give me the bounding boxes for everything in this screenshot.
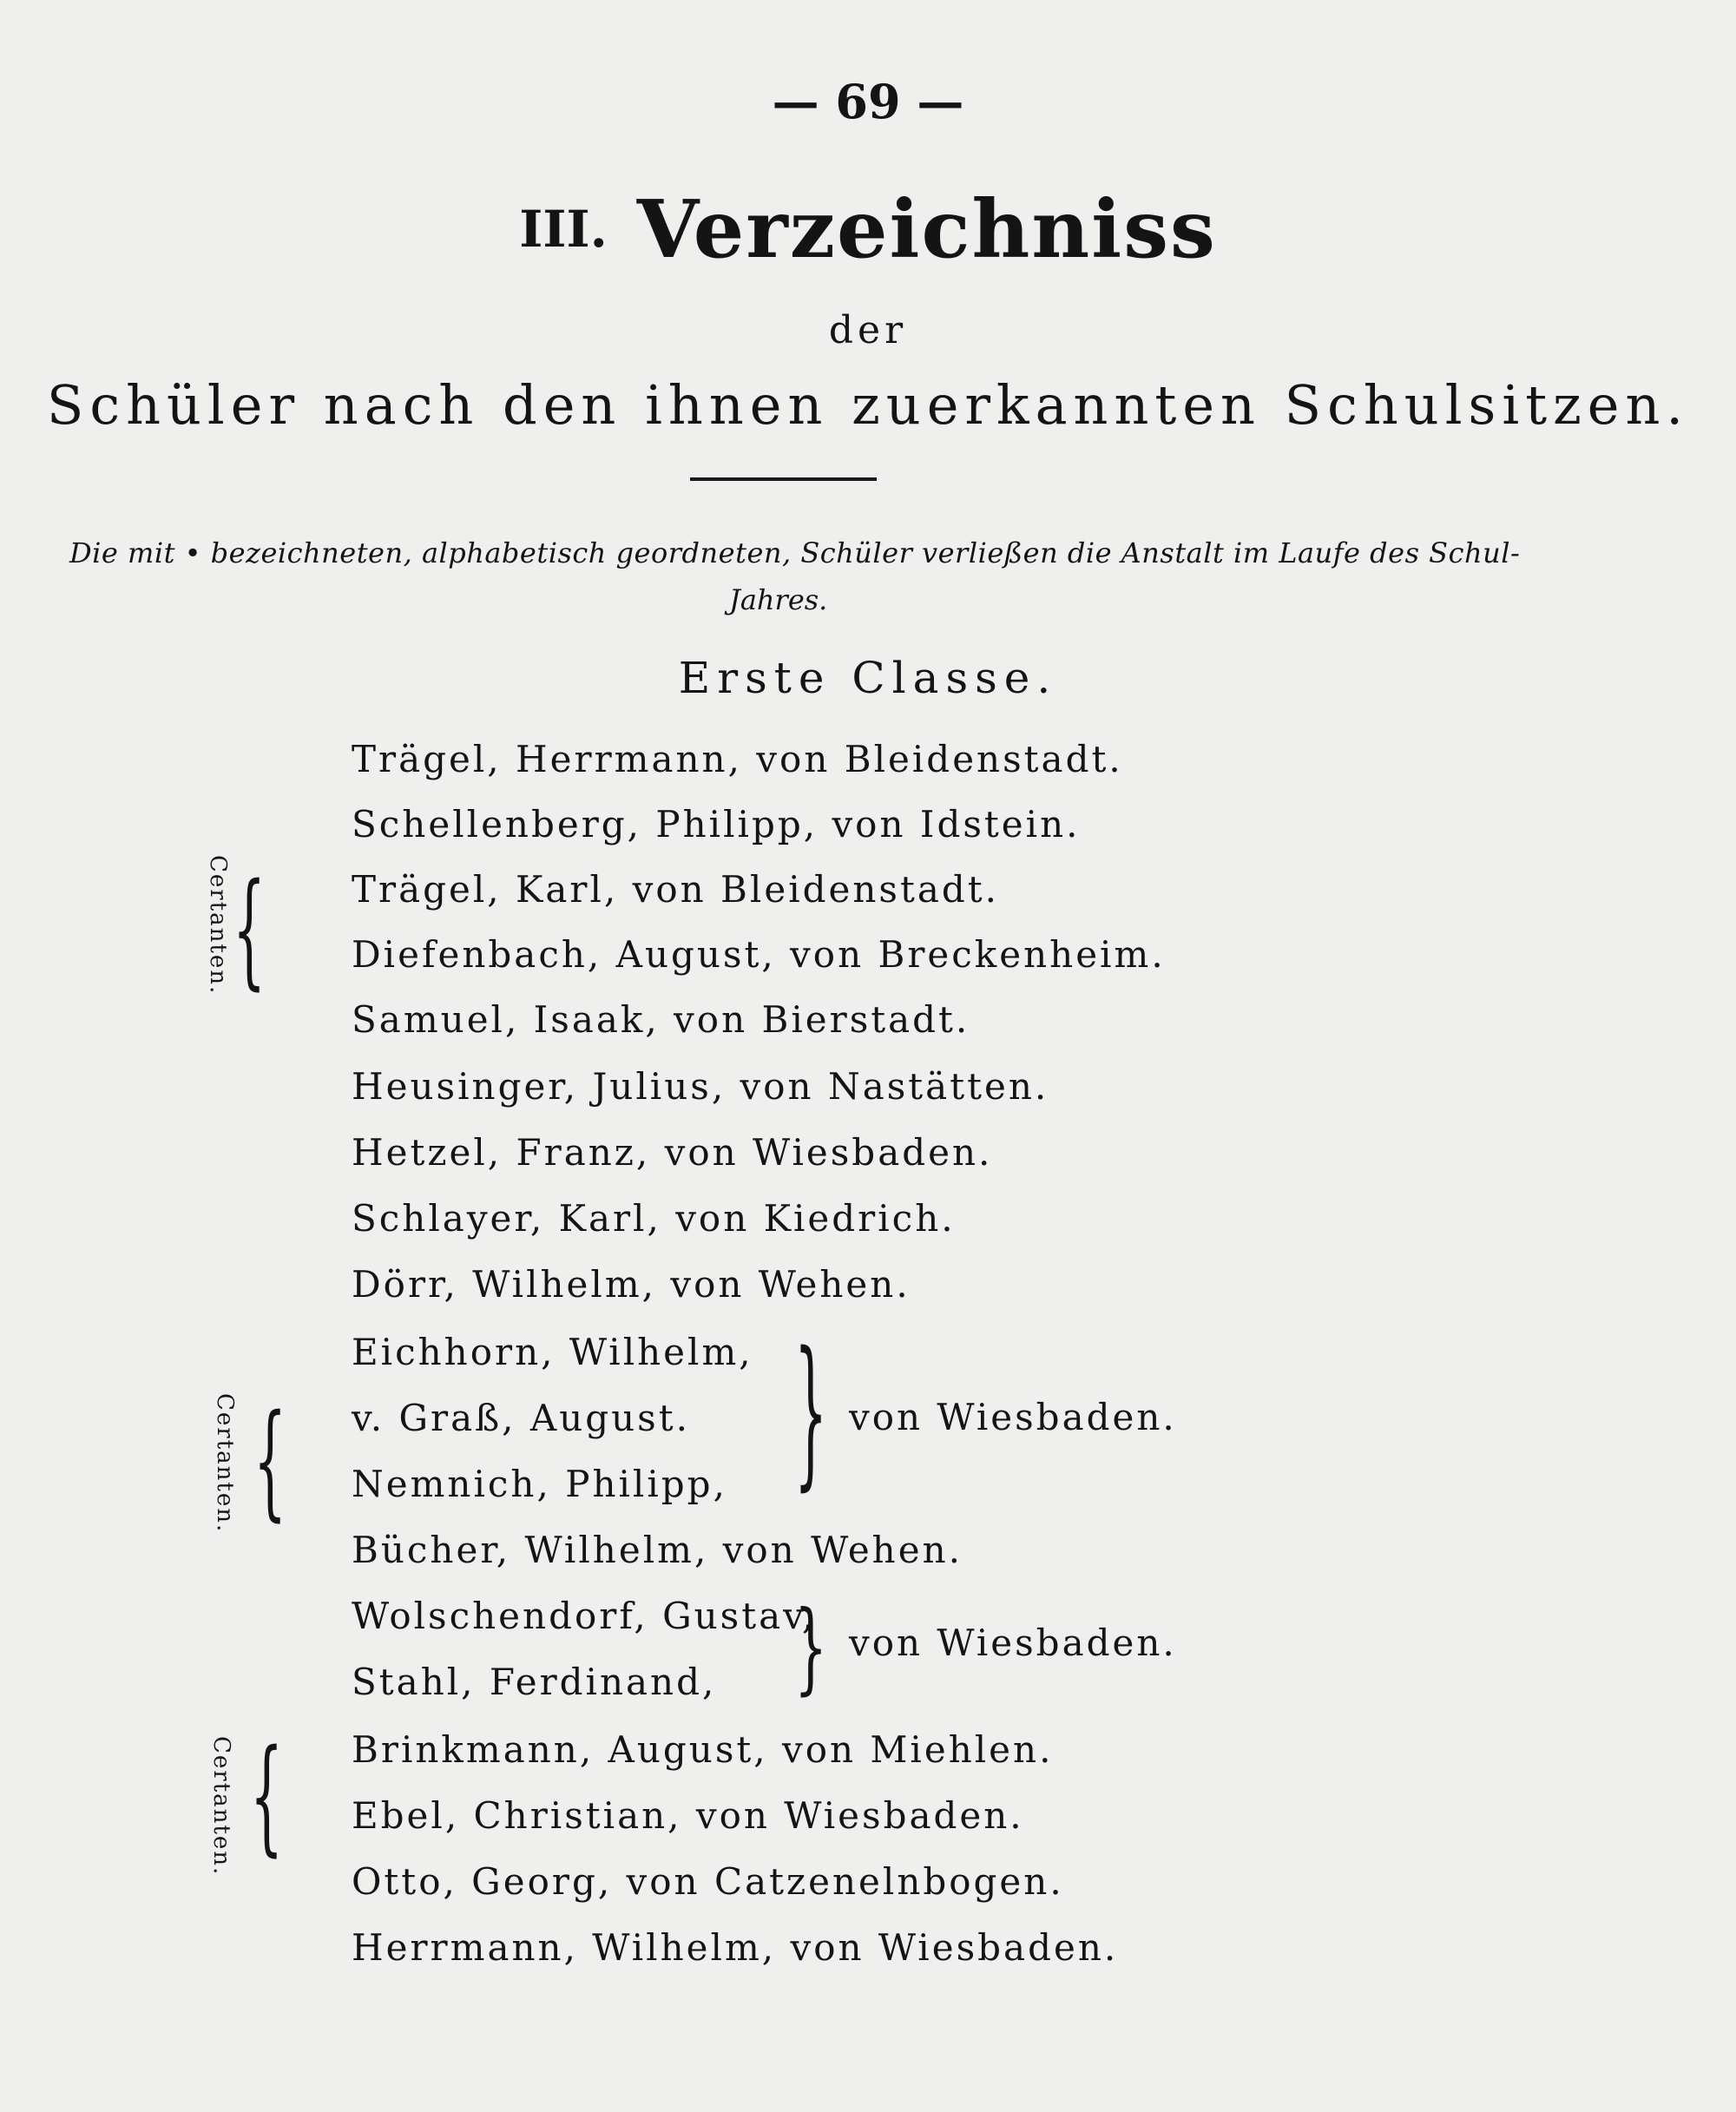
section-subtitle: Schüler nach den ihnen zuerkannten Schulsitzen. bbox=[46, 373, 1690, 437]
page-number: — 69 — bbox=[772, 74, 964, 129]
student-entry: Bücher, Wilhelm, von Wehen. bbox=[352, 1529, 963, 1571]
student-entry: Heusinger, Julius, von Nastätten. bbox=[352, 1065, 1049, 1108]
note-line-2: Jahres. bbox=[729, 583, 828, 616]
student-entry: Trägel, Karl, von Bleidenstadt. bbox=[352, 868, 1000, 911]
student-entry: Schellenberg, Philipp, von Idstein. bbox=[352, 803, 1081, 845]
section-title: Verzeichniss bbox=[636, 182, 1217, 276]
student-entry: Stahl, Ferdinand, bbox=[352, 1661, 717, 1703]
student-entry: Dörr, Wilhelm, von Wehen. bbox=[352, 1263, 911, 1306]
certanten-label-1: Certanten. bbox=[205, 855, 231, 996]
student-entry: Wolschendorf, Gustav, bbox=[352, 1595, 817, 1637]
certanten-bracket-2: { bbox=[253, 1389, 287, 1535]
student-entry: Schlayer, Karl, von Kiedrich. bbox=[352, 1197, 956, 1240]
group-place-2: von Wiesbaden. bbox=[849, 1622, 1177, 1664]
title-article: der bbox=[828, 308, 908, 352]
student-entry: Nemnich, Philipp, bbox=[352, 1463, 727, 1505]
student-entry: Hetzel, Franz, von Wiesbaden. bbox=[352, 1131, 993, 1174]
student-entry: Brinkmann, August, von Miehlen. bbox=[352, 1728, 1054, 1771]
group-brace-2: } bbox=[794, 1590, 828, 1707]
student-entry: v. Graß, August. bbox=[352, 1397, 690, 1439]
class-heading: Erste Classe. bbox=[678, 653, 1058, 703]
certanten-label-3: Certanten. bbox=[208, 1736, 234, 1877]
student-entry: Otto, Georg, von Catzenelnbogen. bbox=[352, 1860, 1064, 1903]
section-numeral: III. bbox=[519, 200, 608, 259]
student-entry: Diefenbach, August, von Breckenheim. bbox=[352, 933, 1166, 976]
note-line-1: Die mit • bezeichneten, alphabetisch geordneten, Schüler verließen die Anstalt im Laufe des Schul- bbox=[69, 536, 1521, 569]
student-entry: Eichhorn, Wilhelm, bbox=[352, 1331, 753, 1373]
student-entry: Ebel, Christian, von Wiesbaden. bbox=[352, 1794, 1024, 1837]
student-entry: Herrmann, Wilhelm, von Wiesbaden. bbox=[352, 1926, 1119, 1969]
group-place-1: von Wiesbaden. bbox=[849, 1396, 1177, 1438]
student-entry: Samuel, Isaak, von Bierstadt. bbox=[352, 998, 970, 1041]
group-brace-1: } bbox=[794, 1319, 828, 1508]
certanten-bracket-1: { bbox=[233, 858, 266, 1003]
certanten-label-2: Certanten. bbox=[212, 1393, 238, 1534]
heading-rule bbox=[690, 477, 877, 481]
student-entry: Trägel, Herrmann, von Bleidenstadt. bbox=[352, 738, 1123, 780]
certanten-bracket-3: { bbox=[250, 1724, 284, 1870]
section-heading bbox=[0, 182, 1736, 276]
